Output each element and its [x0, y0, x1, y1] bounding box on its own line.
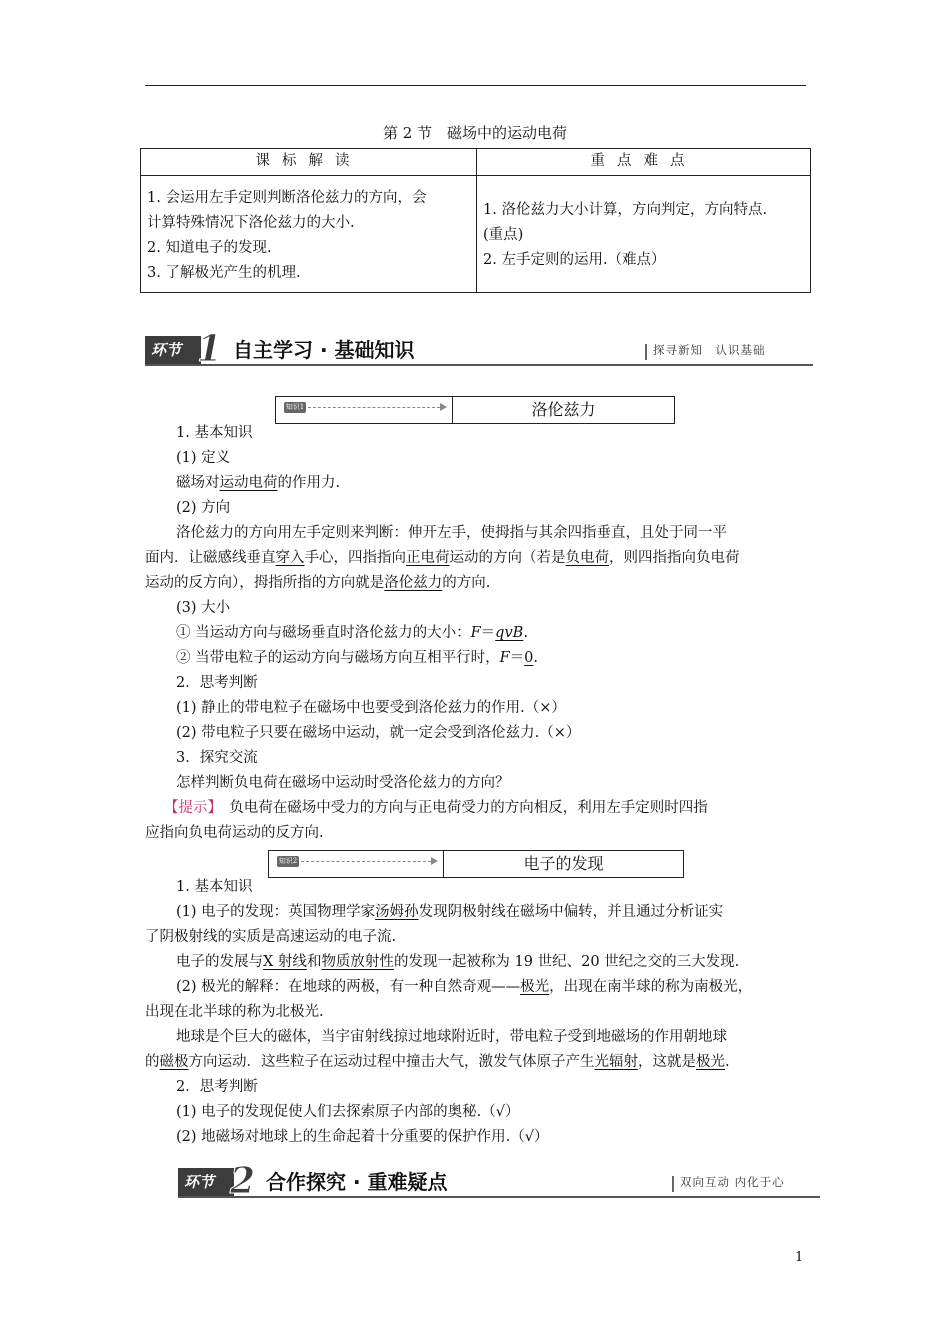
section-badge: 环节	[145, 336, 201, 364]
objectives-header-2: 重点难点	[477, 149, 811, 176]
keypoint-line: 1. 洛伦兹力大小计算，方向判定，方向特点.	[483, 202, 768, 218]
text-line: 【提示】 负电荷在磁场中受力的方向与正电荷受力的方向相反，利用左手定则时四指	[164, 800, 708, 816]
section-subtitle: 双向互动 内化于心	[680, 1175, 785, 1189]
objective-line: 计算特殊情况下洛伦兹力的大小.	[147, 215, 355, 231]
arrow-line	[301, 861, 431, 862]
text-line: 3．探究交流	[176, 750, 258, 766]
section-subtitle: 探寻新知 认识基础	[653, 343, 766, 357]
answer-blank: 光辐射	[594, 1054, 638, 1070]
answer-blank: 负电荷	[565, 550, 609, 566]
objective-line: 1. 会运用左手定则判断洛伦兹力的方向，会	[147, 190, 427, 206]
page-number: 1	[795, 1250, 804, 1265]
section-separator	[672, 1176, 674, 1192]
text-line: 1. 基本知识	[176, 425, 253, 441]
knowledge-label: 电子的发现	[523, 854, 604, 873]
text-line: 电子的发展与X 射线和物质放射性的发现一起被称为 19 世纪、20 世纪之交的三大发现.	[176, 954, 740, 970]
text-line: 洛伦兹力的方向用左手定则来判断：伸开左手，使拇指与其余四指垂直，且处于同一平	[176, 525, 727, 541]
answer-blank: qvB	[495, 625, 524, 641]
text-line: 地球是个巨大的磁体，当宇宙射线掠过地球附近时，带电粒子受到地磁场的作用朝地球	[176, 1029, 727, 1045]
arrow-icon	[440, 403, 447, 411]
text-line: (3) 大小	[176, 600, 231, 616]
answer-blank: 极光	[696, 1054, 725, 1070]
header-rule	[145, 85, 806, 86]
text-line: (2) 极光的解释：在地球的两极，有一种自然奇观——极光，出现在南半球的称为南极光，	[176, 979, 753, 995]
knowledge-tag: 知识1	[285, 403, 305, 411]
text-line: 怎样判断负电荷在磁场中运动时受洛伦兹力的方向？	[176, 775, 510, 791]
text-line: (2) 地磁场对地球上的生命起着十分重要的保护作用.（√）	[176, 1129, 549, 1145]
text-line: 出现在北半球的称为北极光.	[145, 1004, 324, 1020]
answer-blank: 物质放射性	[321, 954, 394, 970]
text-line: (1) 定义	[176, 450, 231, 466]
text-line: (1) 静止的带电粒子在磁场中也要受到洛伦兹力的作用.（×）	[176, 700, 566, 716]
text-line: (2) 方向	[176, 500, 231, 516]
answer-blank: X 射线	[263, 954, 307, 970]
text-line: 2．思考判断	[176, 1079, 258, 1095]
text-line: 磁场对运动电荷的作用力.	[176, 475, 341, 491]
answer-blank: 运动电荷	[219, 475, 278, 491]
section-underline	[145, 364, 813, 366]
objectives-cell-1	[141, 176, 477, 293]
text-line: 应指向负电荷运动的反方向.	[145, 825, 324, 841]
text-line: ① 当运动方向与磁场垂直时洛伦兹力的大小：F＝qvB.	[176, 625, 528, 641]
answer-blank: 极光	[520, 979, 550, 995]
answer-blank: 0	[524, 650, 534, 666]
section-underline	[178, 1196, 820, 1198]
arrow-line	[308, 407, 440, 408]
objective-line: 2. 知道电子的发现.	[147, 240, 272, 256]
section-badge: 环节	[178, 1168, 234, 1196]
knowledge-tag: 知识2	[278, 857, 298, 865]
answer-blank: 穿入	[275, 550, 305, 566]
text-line: 面内．让磁感线垂直穿入手心，四指指向正电荷运动的方向（若是负电荷，则四指指向负电荷	[145, 550, 740, 566]
text-line: 1. 基本知识	[176, 879, 253, 895]
answer-blank: 汤姆孙	[375, 904, 419, 920]
text-line: (1) 电子的发现：英国物理学家汤姆孙发现阴极射线在磁场中偏转，并且通过分析证实	[176, 904, 724, 920]
arrow-icon	[431, 857, 438, 865]
objective-line: 3. 了解极光产生的机理.	[147, 265, 301, 281]
section-number: 1	[197, 328, 223, 370]
keypoint-line: 2. 左手定则的运用.（难点）	[483, 252, 666, 268]
objectives-table	[140, 148, 811, 293]
text-line: 了阴极射线的实质是高速运动的电子流.	[145, 929, 397, 945]
text-line: 的磁极方向运动．这些粒子在运动过程中撞击大气，激发气体原子产生光辐射，这就是极光.	[145, 1054, 730, 1070]
section-title: 自主学习 · 基础知识	[233, 338, 415, 362]
text-line: 2．思考判断	[176, 675, 258, 691]
section-number: 2	[230, 1160, 256, 1202]
text-line: (2) 带电粒子只要在磁场中运动，就一定会受到洛伦兹力.（×）	[176, 725, 581, 741]
text-line: (1) 电子的发现促使人们去探索原子内部的奥秘.（√）	[176, 1104, 520, 1120]
knowledge-box-2	[268, 850, 684, 878]
text-line: ② 当带电粒子的运动方向与磁场方向互相平行时，F＝0.	[176, 650, 539, 666]
objectives-header-1: 课标解读	[141, 149, 477, 176]
text-line: 运动的反方向），拇指所指的方向就是洛伦兹力的方向.	[145, 575, 491, 591]
answer-blank: 正电荷	[406, 550, 450, 566]
answer-blank: 磁极	[159, 1054, 189, 1070]
section-banner-1	[145, 328, 813, 370]
keypoint-line: (重点)	[483, 227, 524, 243]
section-title: 合作探究 · 重难疑点	[266, 1170, 448, 1194]
knowledge-label: 洛伦兹力	[531, 400, 596, 419]
page-title: 第 2 节 磁场中的运动电荷	[382, 124, 568, 142]
hint-tag: 【提示】	[164, 800, 215, 816]
knowledge-box-1	[275, 396, 675, 424]
objectives-cell-2	[477, 176, 811, 293]
section-separator	[645, 344, 647, 360]
answer-blank: 洛伦兹力	[384, 575, 443, 591]
section-banner-2	[178, 1160, 820, 1202]
